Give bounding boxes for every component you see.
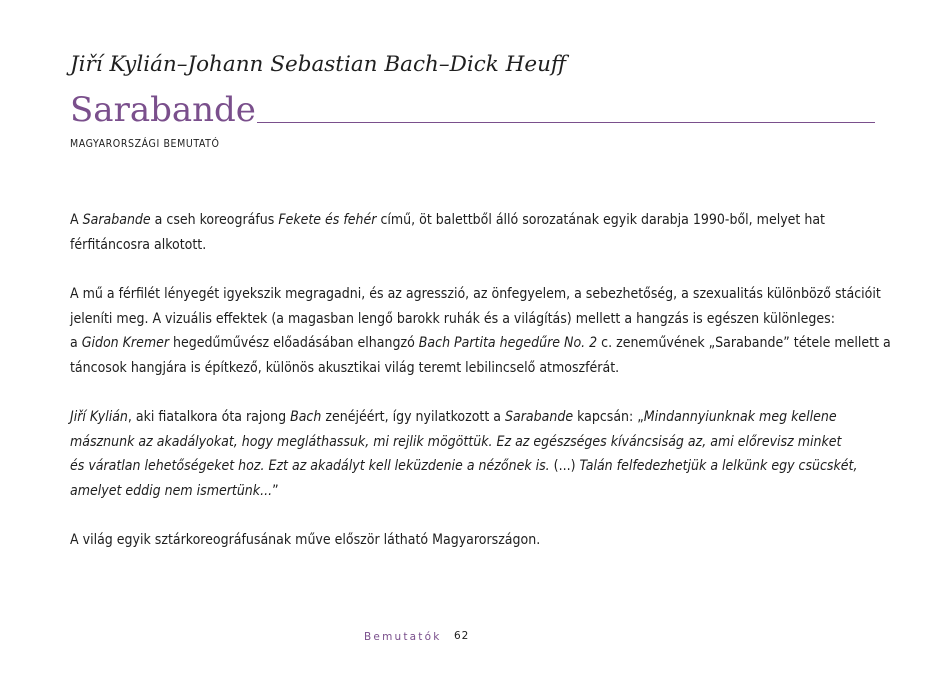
article-body <box>70 208 890 578</box>
credits-line: Jiří Kylián–Johann Sebastian Bach–Dick Heuff <box>70 52 567 77</box>
italic-span: Mindannyiunknak meg kellene <box>643 409 837 425</box>
paragraph-2 <box>70 282 890 380</box>
text-span: (...) <box>549 458 580 474</box>
italic-span: amelyet eddig nem ismertünk... <box>70 482 273 499</box>
text-line: jeleníti meg. A vizuális effektek (a magasban lengő barokk ruhák és a világítás) mellett a hangzás is egészen különleges: <box>70 310 835 327</box>
text-span: hegedűművész előadásában elhangzó <box>169 335 419 351</box>
footer-section-label: Bemutatók <box>364 631 442 643</box>
italic-span: Sarabande <box>82 212 151 228</box>
page-title: Sarabande <box>70 90 256 130</box>
paragraph-1 <box>70 208 890 257</box>
italic-span: Bach <box>290 409 322 425</box>
text-span: A <box>70 212 83 228</box>
text-line <box>70 479 890 504</box>
title-rule <box>257 122 875 123</box>
italic-span: Fekete és fehér <box>278 212 377 228</box>
text-line: másznunk az akadályokat, hogy megláthassuk, mi rejlik mögöttük. Ez az egészséges kíváncsiság az, ami előrevisz minket <box>70 433 842 450</box>
text-span: zenéjéért, így nyilatkozott a <box>321 409 506 425</box>
italic-span: és váratlan lehetőségeket hoz. Ezt az akadályt kell leküzdenie a nézőnek is. <box>70 458 550 474</box>
italic-span: Sarabande <box>505 409 574 425</box>
text-line <box>70 331 890 356</box>
italic-span: Talán felfedezhetjük a lelkünk egy csücskét, <box>579 458 858 474</box>
text-span: c. zeneművének „Sarabande” tétele mellett a <box>597 335 891 351</box>
page-number: 62 <box>454 630 470 642</box>
text-line <box>70 454 890 479</box>
italic-span: Bach Partita hegedűre No. 2 <box>418 335 598 351</box>
text-span: ” <box>272 482 279 499</box>
text-line <box>70 405 890 430</box>
paragraph-3 <box>70 405 890 503</box>
text-span: , aki fiatalkora óta rajong <box>127 409 291 425</box>
text-span: a cseh koreográfus <box>150 212 279 228</box>
title-row <box>70 88 875 132</box>
text-line: A mű a férfilét lényegét igyekszik megragadni, és az agresszió, az önfegyelem, a sebezhetőség, a szexualitás különböző stációit <box>70 286 881 302</box>
paragraph-4 <box>70 528 890 553</box>
text-span: a <box>70 335 82 351</box>
text-line <box>70 208 890 233</box>
text-span: kapcsán: „ <box>573 409 644 425</box>
premiere-label: MAGYARORSZÁGI BEMUTATÓ <box>70 138 220 150</box>
italic-span: Gidon Kremer <box>81 335 170 351</box>
text-line: férfitáncosra alkotott. <box>70 236 207 253</box>
text-line: A világ egyik sztárkoreográfusának műve először látható Magyarországon. <box>70 532 541 548</box>
italic-span: Jiří Kylián <box>70 409 128 425</box>
text-span: című, öt balettből álló sorozatának egyik darabja 1990-ből, melyet hat <box>376 212 825 228</box>
text-line: táncosok hangjára is építkező, különös akusztikai világ teremt lebilincselő atmoszférát. <box>70 359 620 376</box>
